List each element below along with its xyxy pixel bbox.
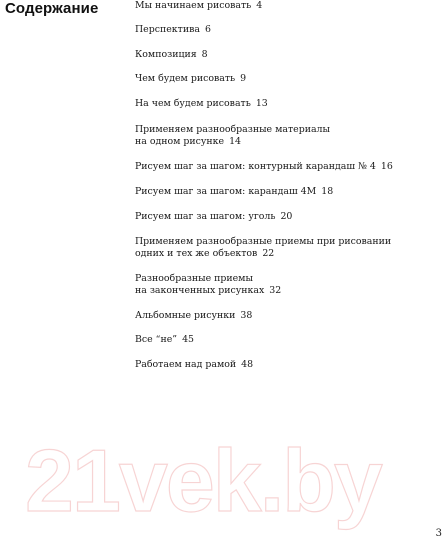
toc-entry: [135, 24, 435, 36]
toc-entry-line: Разнообразные приемы: [135, 273, 253, 284]
toc-heading: Содержание: [5, 0, 99, 17]
toc-entry-line: Применяем разнообразные приемы при рисовании: [135, 236, 392, 247]
toc-entry: [135, 334, 435, 346]
toc-entry-line: Рисуем шаг за шагом: уголь 20: [135, 211, 293, 222]
toc-entry-page: 4: [256, 0, 263, 11]
toc-entry-page: 8: [201, 49, 208, 60]
toc-entry-page: 18: [321, 186, 334, 197]
toc-entry: [135, 49, 435, 61]
toc-entry-line: на законченных рисунках 32: [135, 285, 282, 296]
toc-entry-line: Мы начинаем рисовать 4: [135, 0, 263, 11]
toc-entry: [135, 0, 435, 12]
toc-entry-page: 32: [269, 285, 282, 296]
toc-entry-line: Альбомные рисунки 38: [135, 310, 253, 321]
toc-entry-page: 6: [204, 24, 211, 35]
toc-entry-page: 45: [182, 334, 194, 345]
toc-entry-page: 16: [380, 161, 393, 172]
toc-entry-page: 48: [241, 359, 254, 370]
toc-entry-page: 14: [229, 136, 242, 147]
toc-entry: [135, 310, 435, 322]
toc-entry: [135, 161, 435, 173]
toc-entry-line: Чем будем рисовать 9: [135, 73, 247, 84]
toc-entry: [135, 186, 435, 198]
toc-entry: [135, 359, 435, 371]
toc-entry: [135, 236, 435, 260]
toc-entry: [135, 73, 435, 85]
toc-entry-line: На чем будем рисовать 13: [135, 98, 268, 109]
toc-entry-line: Рисуем шаг за шагом: карандаш 4М 18: [135, 186, 334, 197]
toc-entry-line: Работаем над рамой 48: [135, 359, 254, 370]
watermark-logo: 21vek.by: [25, 431, 381, 530]
toc-entry-page: 38: [240, 310, 253, 321]
toc-entry-line: Все “не” 45: [135, 334, 194, 345]
toc-entry-page: 13: [255, 98, 268, 109]
toc-entry-line: Применяем разнообразные материалы: [135, 124, 330, 135]
toc-entry-page: 20: [280, 211, 293, 222]
toc-entry-line: Перспектива 6: [135, 24, 211, 35]
page-number: 3: [435, 528, 442, 539]
toc-entry-line: Рисуем шаг за шагом: контурный карандаш № 4 16: [135, 161, 393, 172]
toc-entry-page: 22: [262, 248, 275, 259]
toc-entry: [135, 273, 435, 297]
toc-entry-page: 9: [240, 73, 247, 84]
toc-entry: [135, 211, 435, 223]
toc-entry: [135, 124, 435, 148]
toc-entry-line: на одном рисунке 14: [135, 136, 242, 147]
toc-entry: [135, 98, 435, 110]
toc-entry-line: Композиция 8: [135, 49, 208, 60]
toc-entry-line: одних и тех же объектов 22: [135, 248, 275, 259]
